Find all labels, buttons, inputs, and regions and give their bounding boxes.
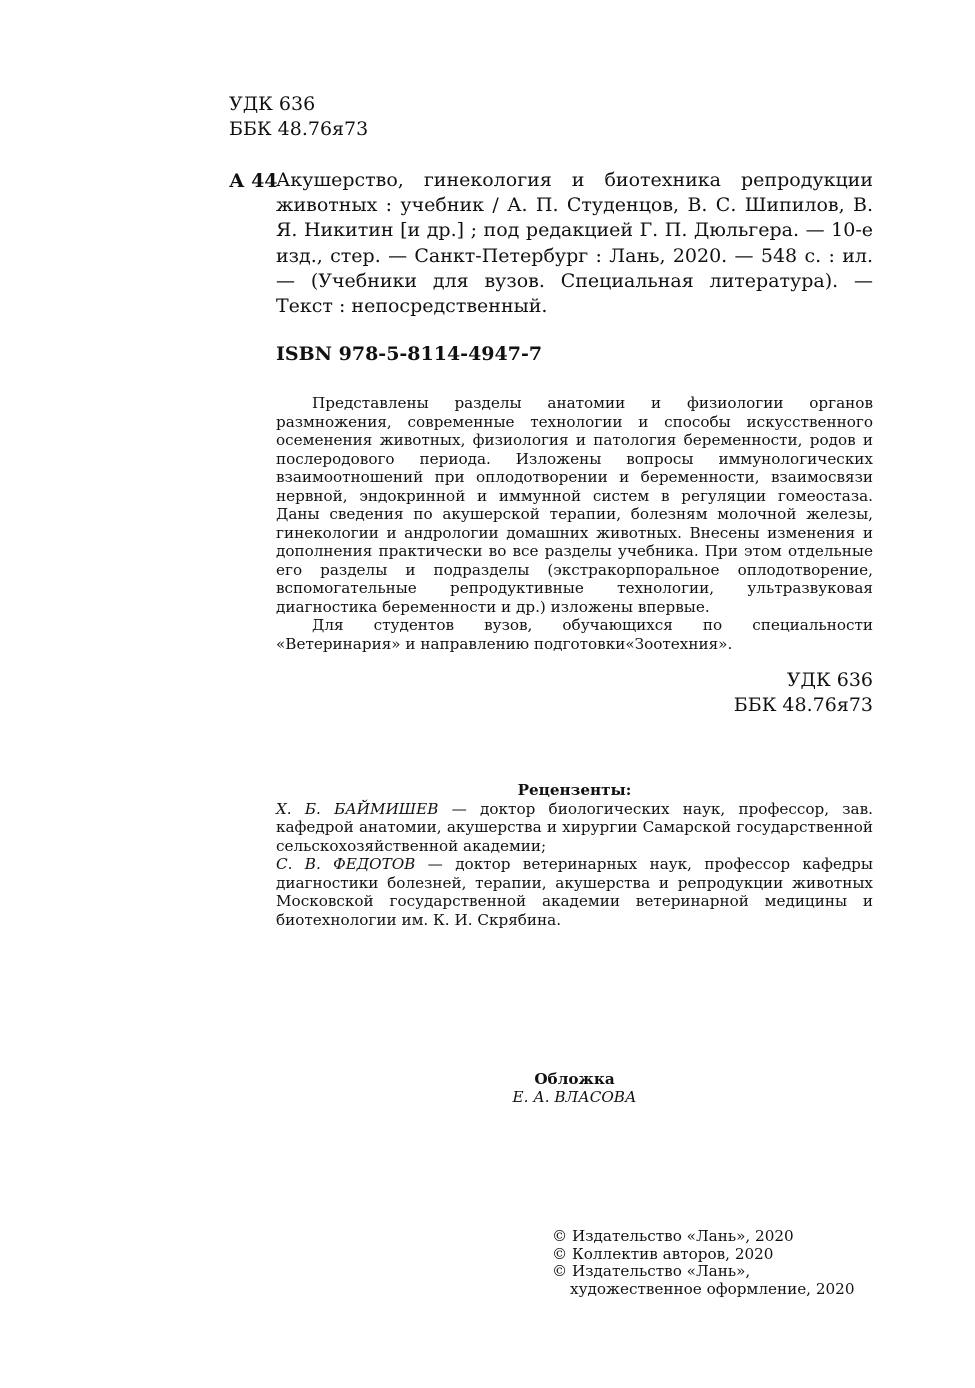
- udk-bbk-bottom: [734, 668, 873, 718]
- copyright-block: [552, 1228, 855, 1298]
- reviewers-heading: Рецензенты:: [517, 781, 632, 799]
- copyright-line: © Издательство «Лань»,: [552, 1262, 751, 1280]
- isbn: ISBN 978-5-8114-4947-7: [276, 343, 543, 365]
- bbk-code: ББК 48.76я73: [733, 694, 873, 716]
- reviewers-block: [276, 781, 873, 929]
- author-sign: А 44: [229, 170, 278, 192]
- abstract: [276, 394, 873, 653]
- reviewer-entry: [276, 800, 873, 856]
- udk-bbk-top: [229, 92, 368, 142]
- reviewer-name: С. В. ФЕДОТОВ: [276, 855, 416, 873]
- abstract-paragraph: Представлены разделы анатомии и физиологии органов размножения, современные технологии и способы искусственного осеменения животных, физиология и патология беременности, родов и послеродового периода. Изложены вопросы иммунологических взаимоотношений при оплодотворении и беременности, взаимосвязи нервной, эндокринной и иммунной систем в регуляции гомеостаза. Даны сведения по акушерской терапии, болезням молочной железы, гинекологии и андрологии домашних животных. Внесены изменения и дополнения практически во все разделы учебника. При этом отдельные его разделы и подразделы (экстракорпоральное оплодотворение, вспомогательные репродуктивные технологии, ультразвуковая диагностика беременности и др.) изложены впервые.: [276, 394, 873, 616]
- copyright-line: © Коллектив авторов, 2020: [552, 1244, 774, 1263]
- cover-credit: [276, 1071, 873, 1106]
- reviewer-name: Х. Б. БАЙМИШЕВ: [276, 799, 439, 818]
- cover-label: Обложка: [534, 1070, 615, 1088]
- audience-paragraph: Для студентов вузов, обучающихся по специальности «Ветеринария» и направлению подготовки«Зоотехния».: [276, 616, 873, 653]
- copyright-line: © Издательство «Лань», 2020: [552, 1227, 794, 1245]
- bbk-code: ББК 48.76я73: [229, 118, 369, 140]
- cover-designer: Е. А. ВЛАСОВА: [512, 1087, 637, 1106]
- udk-code: УДК 636: [229, 93, 316, 115]
- copyright-line: художественное оформление, 2020: [570, 1279, 855, 1298]
- reviewer-entry: [276, 855, 873, 929]
- reviewer-credentials: — доктор биологических наук, профессор, зав. кафедрой анатомии, акушерства и хирургии Самарской государственной сельскохозяйственной академии;: [276, 799, 873, 855]
- reviewer-credentials: — доктор ветеринарных наук, профессор кафедры диагностики болезней, терапии, акушерства и репродукции животных Московской государственной академии ветеринарной медицины и биотехнологии им. К. И. Скрябина.: [276, 855, 873, 929]
- udk-code: УДК 636: [786, 669, 873, 691]
- bibliographic-description: Акушерство, гинекология и биотехника репродукции животных : учебник / А. П. Студенцов, В. С. Шипилов, В. Я. Никитин [и др.] ; под редакцией Г. П. Дюльгера. — 10-е изд., стер. — Санкт-Петербург : Лань, 2020. — 548 с. : ил. — (Учебники для вузов. Специальная литература). — Текст : непосредственный.: [276, 169, 873, 318]
